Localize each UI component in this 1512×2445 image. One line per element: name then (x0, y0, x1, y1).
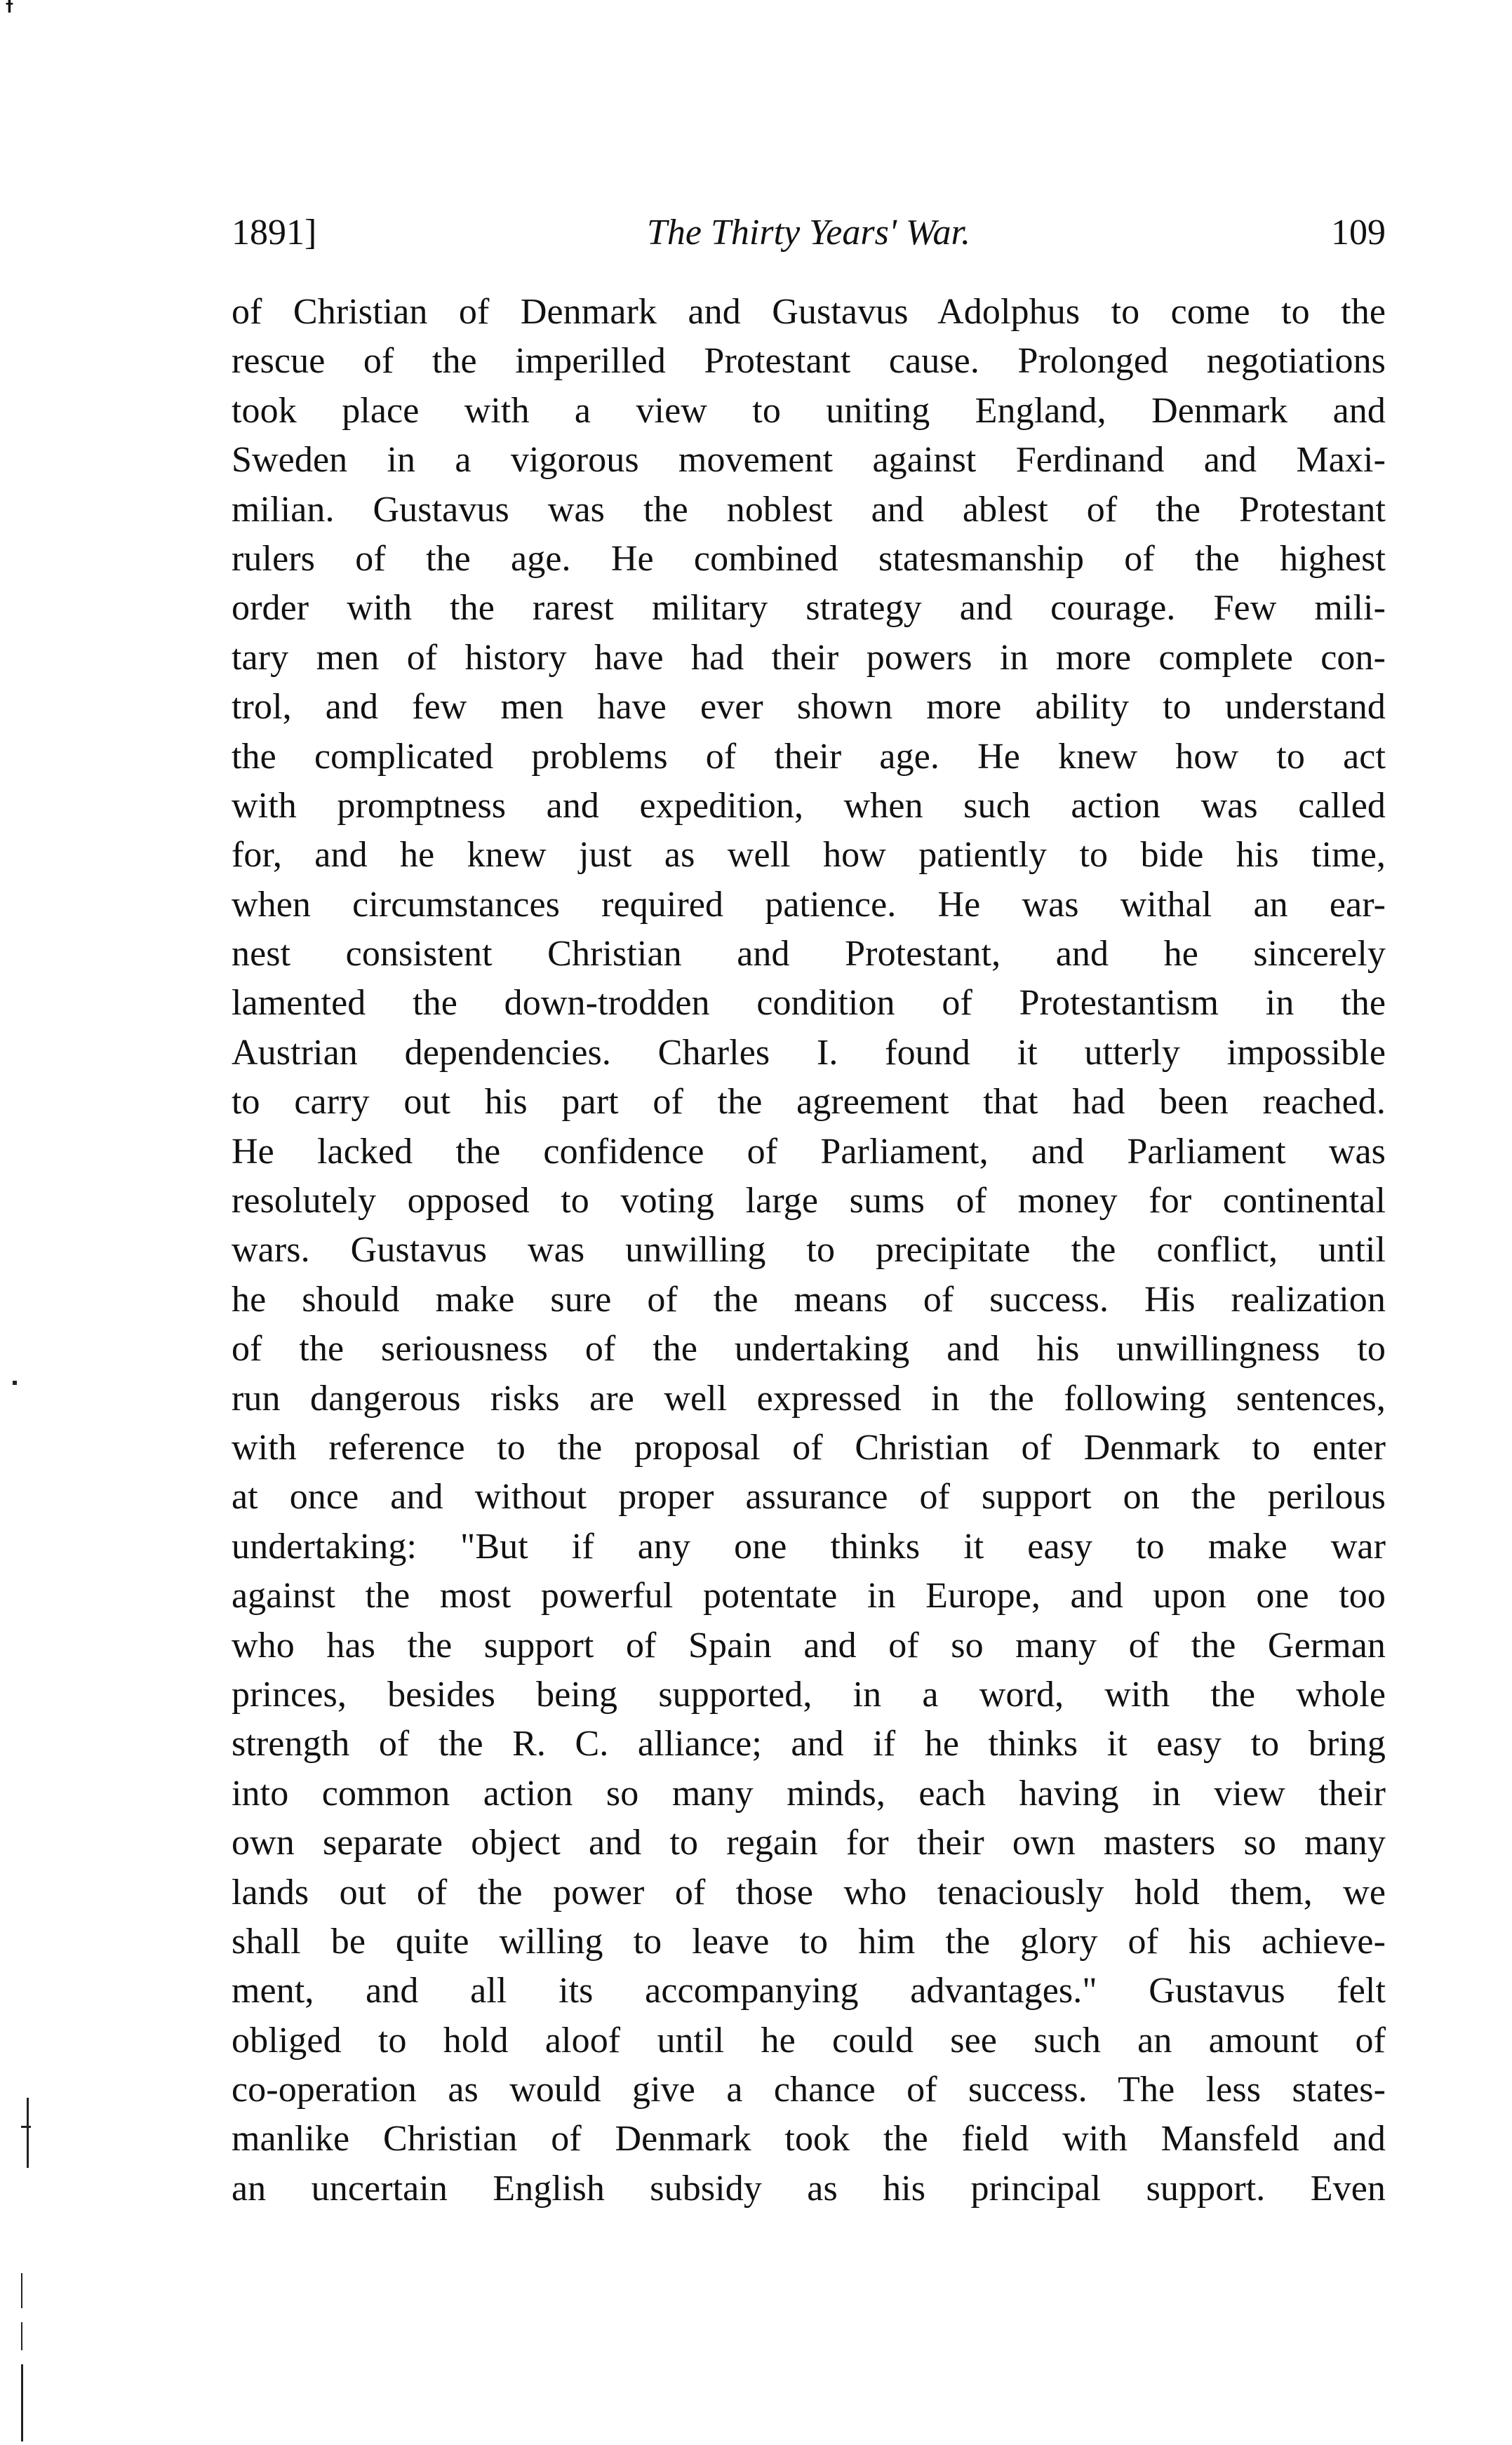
text-line: into common action so many minds, each having in view their (232, 1773, 1386, 1814)
text-line: obliged to hold aloof until he could see such an amount of (232, 2020, 1386, 2061)
text-line: when circumstances required patience. He was withal an ear- (232, 884, 1386, 925)
text-line: of Christian of Denmark and Gustavus Adolphus to come to the (232, 292, 1386, 332)
scan-margin-line (21, 2364, 23, 2441)
text-line: trol, and few men have ever shown more ability to understand (232, 687, 1386, 728)
scan-margin-line (21, 2126, 31, 2128)
text-line: run dangerous risks are well expressed in the following sentences, (232, 1378, 1386, 1419)
text-line: against the most powerful potentate in Europe, and upon one too (232, 1576, 1386, 1616)
text-line: ment, and all its accompanying advantages." Gustavus felt (232, 1971, 1386, 2011)
text-line: Sweden in a vigorous movement against Ferdinand and Maxi- (232, 440, 1386, 481)
text-line: at once and without proper assurance of support on the perilous (232, 1477, 1386, 1518)
text-line: co-operation as would give a chance of success. The less states- (232, 2070, 1386, 2110)
text-line: an uncertain English subsidy as his principal support. Even (232, 2168, 1386, 2209)
text-line: own separate object and to regain for their own masters so many (232, 1823, 1386, 1863)
running-head-title: The Thirty Years' War. (647, 213, 970, 253)
text-line: with reference to the proposal of Christian of Denmark to enter (232, 1427, 1386, 1468)
text-line: with promptness and expedition, when such action was called (232, 785, 1386, 826)
text-line: lands out of the power of those who tenaciously hold them, we (232, 1872, 1386, 1913)
scan-margin-line (21, 2322, 22, 2350)
scan-margin-line (21, 2273, 22, 2308)
running-head (232, 205, 1386, 261)
scan-margin-dot (13, 1381, 17, 1385)
text-line: nest consistent Christian and Protestant, and he sincerely (232, 934, 1386, 974)
text-line: the complicated problems of their age. He knew how to act (232, 736, 1386, 777)
text-line: shall be quite willing to leave to him the glory of his achieve- (232, 1921, 1386, 1962)
text-line: took place with a view to uniting England, Denmark and (232, 390, 1386, 431)
text-line: lamented the down-trodden condition of Protestantism in the (232, 983, 1386, 1024)
text-line: undertaking: "But if any one thinks it easy to make war (232, 1526, 1386, 1567)
text-line: of the seriousness of the undertaking and his unwillingness to (232, 1329, 1386, 1369)
text-line: tary men of history have had their powers in more complete con- (232, 637, 1386, 678)
text-line: He lacked the confidence of Parliament, and Parliament was (232, 1131, 1386, 1172)
text-line: milian. Gustavus was the noblest and ablest of the Protestant (232, 489, 1386, 530)
page-number: 109 (1331, 213, 1386, 253)
scan-margin-line (27, 2098, 29, 2168)
text-line: princes, besides being supported, in a word, with the whole (232, 1674, 1386, 1715)
text-line: resolutely opposed to voting large sums of money for continental (232, 1181, 1386, 1221)
text-line: Austrian dependencies. Charles I. found it utterly impossible (232, 1032, 1386, 1073)
text-line: rescue of the imperilled Protestant cause. Prolonged negotiations (232, 341, 1386, 382)
text-line: for, and he knew just as well how patiently to bide his time, (232, 835, 1386, 876)
body-text (232, 288, 1386, 2213)
text-line: order with the rarest military strategy and courage. Few mili- (232, 588, 1386, 629)
text-line: to carry out his part of the agreement that had been reached. (232, 1082, 1386, 1123)
text-line: strength of the R. C. alliance; and if he thinks it easy to bring (232, 1724, 1386, 1764)
scan-corner-mark: † (6, 0, 13, 15)
text-line: manlike Christian of Denmark took the field with Mansfeld and (232, 2119, 1386, 2159)
text-line: he should make sure of the means of success. His realization (232, 1279, 1386, 1320)
running-head-year: 1891] (232, 213, 317, 253)
text-line: rulers of the age. He combined statesmanship of the highest (232, 538, 1386, 579)
text-line: wars. Gustavus was unwilling to precipitate the conflict, until (232, 1230, 1386, 1271)
text-line: who has the support of Spain and of so many of the German (232, 1625, 1386, 1666)
